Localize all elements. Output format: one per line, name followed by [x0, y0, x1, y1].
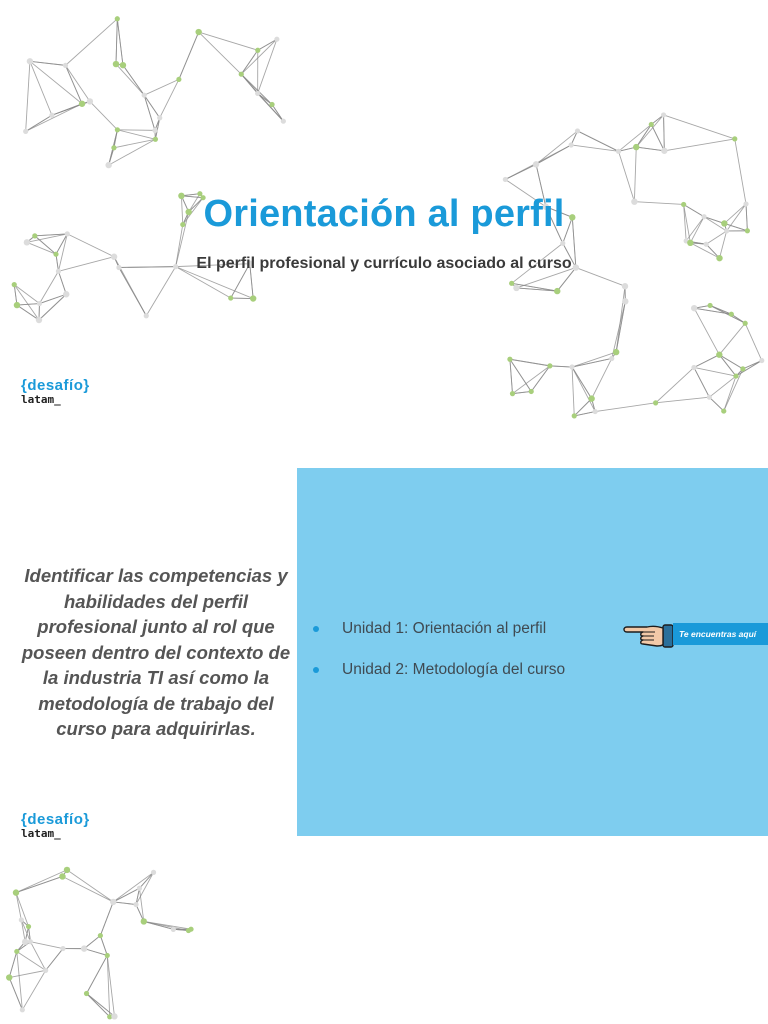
- bullet-icon: [313, 626, 319, 632]
- network-graphic-bottom-left: [0, 862, 200, 1024]
- desafio-latam-logo: [21, 812, 90, 839]
- cover-slide: [0, 0, 768, 432]
- logo-brand-text: {desafío}: [21, 377, 90, 394]
- logo-sub-text: latam_: [21, 827, 61, 840]
- unit-label: Unidad 2: Metodología del curso: [342, 661, 566, 678]
- logo-brand-text: {desafío}: [21, 811, 90, 828]
- desafio-latam-logo: [21, 378, 90, 405]
- logo-sub-text: latam_: [21, 393, 61, 406]
- unit-list: [313, 620, 565, 702]
- pointing-hand-icon: [621, 620, 677, 650]
- page-title: Orientación al perfil: [203, 193, 565, 235]
- unit-label: Unidad 1: Orientación al perfil: [342, 620, 547, 637]
- bullet-icon: [313, 667, 319, 673]
- page-subtitle: El perfil profesional y currículo asociado al curso: [196, 255, 572, 272]
- network-graphic-top-left: [0, 0, 290, 330]
- unit-item-2: [313, 661, 565, 702]
- unit-item-1: [313, 620, 565, 661]
- learning-objective: Identificar las competencias y habilidades del perfil profesional junto al rol que poseen dentro del contexto de la industria TI así como la metodología de trabajo del curso para adquirirlas.: [21, 565, 291, 739]
- objective-slide: [0, 432, 768, 1024]
- units-panel: [297, 468, 768, 836]
- you-are-here-label: Te encuentras aquí: [673, 623, 768, 645]
